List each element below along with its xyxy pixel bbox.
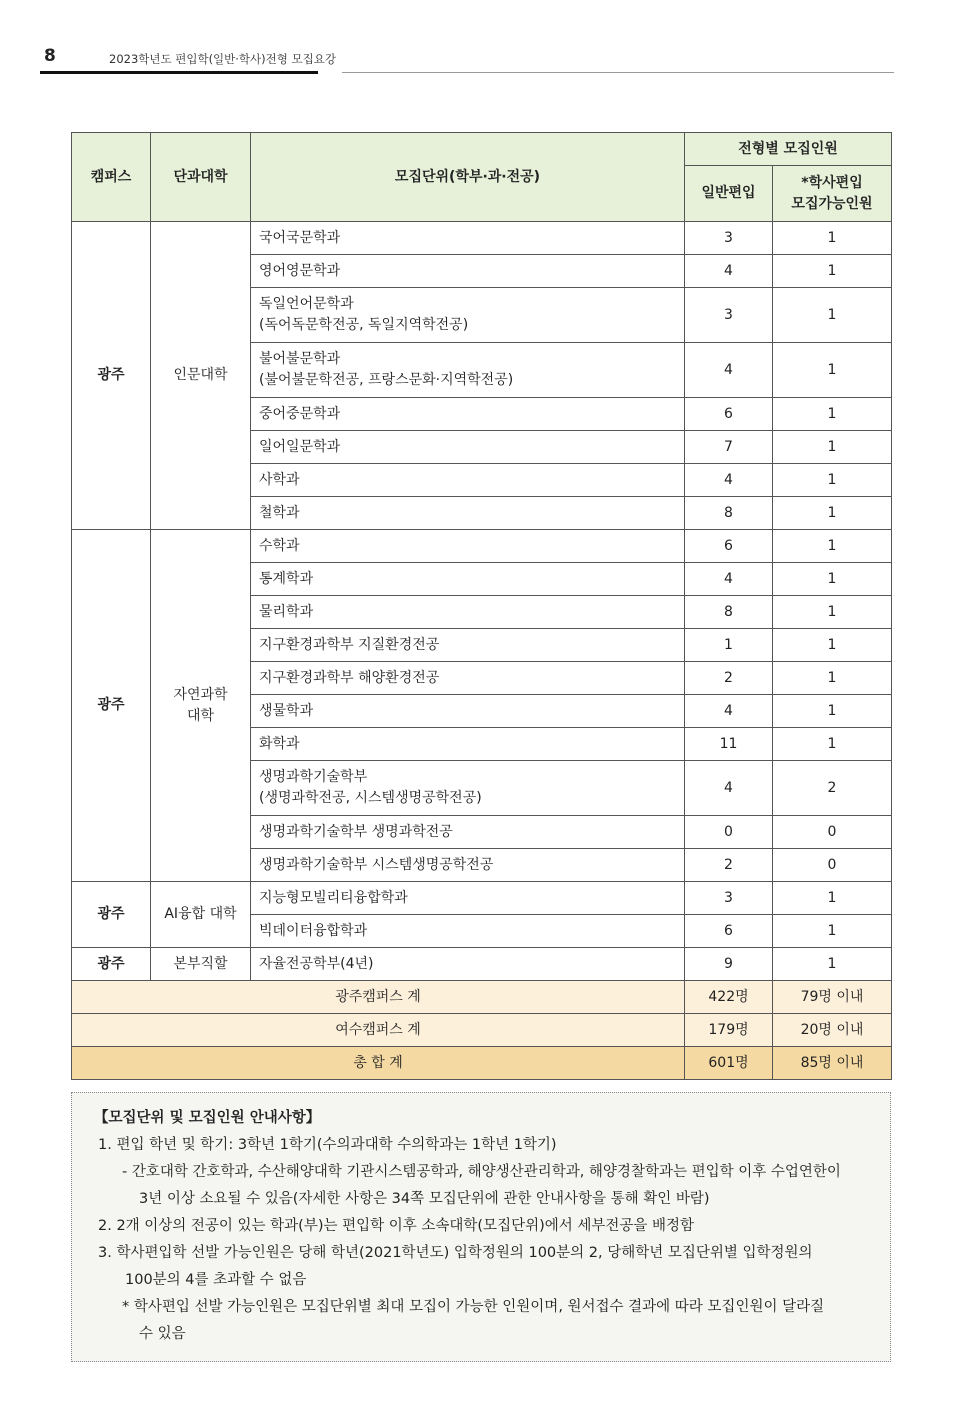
unit-cell [251, 849, 685, 882]
table-row [72, 882, 892, 915]
general-quota-cell: 4 [685, 343, 773, 398]
college-cell [151, 222, 251, 530]
page-header [0, 0, 966, 80]
bachelor-quota-cell: 1 [773, 530, 892, 563]
total-row [72, 981, 892, 1014]
unit-cell [251, 915, 685, 948]
general-quota-cell: 6 [685, 530, 773, 563]
bachelor-quota-cell: 1 [773, 497, 892, 530]
unit-line: 중어중문학과 [259, 405, 341, 422]
total-general: 422명 [685, 981, 773, 1014]
general-quota-cell: 3 [685, 882, 773, 915]
general-quota-cell: 4 [685, 761, 773, 816]
header-general: 일반편입 [685, 166, 773, 222]
unit-cell [251, 728, 685, 761]
unit-line: 물리학과 [259, 603, 314, 620]
unit-cell [251, 882, 685, 915]
unit-line: (독어독문학전공, 독일지역학전공) [259, 317, 469, 333]
general-quota-cell: 4 [685, 563, 773, 596]
total-row [72, 1047, 892, 1080]
unit-line: 빅데이터융합학과 [259, 922, 368, 939]
unit-cell [251, 497, 685, 530]
college-cell [151, 882, 251, 948]
total-label: 여수캠퍼스 계 [72, 1014, 685, 1047]
unit-line: 국어국문학과 [259, 229, 341, 246]
notice-box [71, 1092, 891, 1362]
recruitment-table [71, 132, 892, 1080]
college-cell [151, 948, 251, 981]
campus-cell: 광주 [72, 882, 151, 948]
unit-cell [251, 255, 685, 288]
bachelor-quota-cell: 1 [773, 398, 892, 431]
bachelor-quota-cell: 1 [773, 222, 892, 255]
notice-lines [88, 1132, 874, 1348]
general-quota-cell: 4 [685, 255, 773, 288]
header-bachelor-line2: 모집가능인원 [791, 195, 873, 212]
unit-cell [251, 563, 685, 596]
unit-line: 통계학과 [259, 570, 314, 587]
unit-line: 수학과 [259, 537, 300, 554]
unit-line: 지구환경과학부 해양환경전공 [259, 669, 440, 686]
unit-line: 생명과학기술학부 [259, 769, 368, 785]
total-bachelor: 85명 이내 [773, 1047, 892, 1080]
bachelor-quota-cell: 1 [773, 563, 892, 596]
general-quota-cell: 4 [685, 695, 773, 728]
header-college: 단과대학 [151, 133, 251, 222]
unit-line: 일어일문학과 [259, 438, 341, 455]
unit-cell [251, 222, 685, 255]
unit-line: 생명과학기술학부 시스템생명공학전공 [259, 856, 494, 873]
total-bachelor: 79명 이내 [773, 981, 892, 1014]
college-cell [151, 530, 251, 882]
unit-line: 지구환경과학부 지질환경전공 [259, 636, 440, 653]
bachelor-quota-cell: 1 [773, 728, 892, 761]
table-row [72, 222, 892, 255]
college-line: 자연과학 [173, 686, 228, 703]
unit-line: 불어불문학과 [259, 351, 341, 367]
page-number: 8 [44, 46, 56, 66]
header-bachelor-line1: *학사편입 [801, 174, 863, 191]
notice-line: * 학사편입 선발 가능인원은 모집단위별 최대 모집이 가능한 인원이며, 원서접수 결과에 따라 모집인원이 달라질 [122, 1299, 825, 1315]
unit-cell [251, 761, 685, 816]
unit-cell [251, 948, 685, 981]
header-unit: 모집단위(학부·과·전공) [251, 133, 685, 222]
header-bachelor [773, 166, 892, 222]
table-row [72, 530, 892, 563]
unit-cell [251, 596, 685, 629]
bachelor-quota-cell: 1 [773, 882, 892, 915]
bachelor-quota-cell: 1 [773, 695, 892, 728]
unit-line: (불어불문학전공, 프랑스문화·지역학전공) [259, 372, 514, 388]
unit-cell [251, 629, 685, 662]
notice-line: 1. 편입 학년 및 학기: 3학년 1학기(수의과대학 수의학과는 1학년 1학기) [98, 1137, 557, 1153]
total-label: 광주캠퍼스 계 [72, 981, 685, 1014]
general-quota-cell: 0 [685, 816, 773, 849]
general-quota-cell: 9 [685, 948, 773, 981]
total-general: 179명 [685, 1014, 773, 1047]
unit-line: 독일언어문학과 [259, 296, 354, 312]
college-line: 대학 [186, 707, 215, 724]
notice-line: 100분의 4를 초과할 수 없음 [125, 1272, 307, 1288]
notice-line: 3년 이상 소요될 수 있음(자세한 사항은 34쪽 모집단위에 관한 안내사항을 통해 확인 바람) [139, 1191, 710, 1207]
general-quota-cell: 4 [685, 464, 773, 497]
unit-line: 영어영문학과 [259, 262, 341, 279]
unit-cell [251, 464, 685, 497]
general-quota-cell: 7 [685, 431, 773, 464]
bachelor-quota-cell: 1 [773, 948, 892, 981]
bachelor-quota-cell: 1 [773, 255, 892, 288]
bachelor-quota-cell: 1 [773, 596, 892, 629]
total-label: 총 합 계 [72, 1047, 685, 1080]
unit-line: 생명과학기술학부 생명과학전공 [259, 823, 453, 840]
college-line: 인문대학 [173, 367, 228, 383]
unit-cell [251, 530, 685, 563]
total-bachelor: 20명 이내 [773, 1014, 892, 1047]
document-title: 2023학년도 편입학(일반·학사)전형 모집요강 [109, 52, 336, 66]
bachelor-quota-cell: 1 [773, 662, 892, 695]
header-campus: 캠퍼스 [72, 133, 151, 222]
unit-line: 철학과 [259, 504, 300, 521]
general-quota-cell: 1 [685, 629, 773, 662]
notice-line: 3. 학사편입학 선발 가능인원은 당해 학년(2021학년도) 입학정원의 100분의 2, 당해학년 모집단위별 입학정원의 [98, 1245, 813, 1261]
bachelor-quota-cell: 1 [773, 915, 892, 948]
college-line: AI융합 대학 [164, 906, 237, 922]
bachelor-quota-cell: 0 [773, 849, 892, 882]
unit-line: 사학과 [259, 471, 300, 488]
general-quota-cell: 2 [685, 849, 773, 882]
unit-line: 자율전공학부(4년) [259, 955, 374, 972]
unit-cell [251, 398, 685, 431]
general-quota-cell: 11 [685, 728, 773, 761]
general-quota-cell: 3 [685, 222, 773, 255]
header-rule-thin [342, 72, 894, 73]
bachelor-quota-cell: 1 [773, 464, 892, 497]
unit-line: 지능형모빌리티융합학과 [259, 889, 408, 906]
general-quota-cell: 8 [685, 596, 773, 629]
bachelor-quota-cell: 1 [773, 431, 892, 464]
unit-cell [251, 662, 685, 695]
header-quota-group: 전형별 모집인원 [685, 133, 892, 166]
notice-line: - 간호대학 간호학과, 수산해양대학 기관시스템공학과, 해양생산관리학과, 해양경찰학과는 편입학 이후 수업연한이 [122, 1164, 841, 1180]
unit-cell [251, 288, 685, 343]
unit-cell [251, 431, 685, 464]
general-quota-cell: 6 [685, 398, 773, 431]
unit-line: 화학과 [259, 735, 300, 752]
total-row [72, 1014, 892, 1047]
table-row [72, 948, 892, 981]
campus-cell: 광주 [72, 948, 151, 981]
campus-cell: 광주 [72, 530, 151, 882]
general-quota-cell: 3 [685, 288, 773, 343]
bachelor-quota-cell: 1 [773, 288, 892, 343]
bachelor-quota-cell: 2 [773, 761, 892, 816]
unit-cell [251, 816, 685, 849]
notice-line: 2. 2개 이상의 전공이 있는 학과(부)는 편입학 이후 소속대학(모집단위)에서 세부전공을 배정함 [98, 1218, 695, 1234]
total-general: 601명 [685, 1047, 773, 1080]
general-quota-cell: 6 [685, 915, 773, 948]
unit-line: 생물학과 [259, 702, 314, 719]
notice-line: 수 있음 [139, 1326, 186, 1342]
table-body [72, 222, 892, 1080]
notice-title: 【모집단위 및 모집인원 안내사항】 [94, 1110, 321, 1126]
general-quota-cell: 2 [685, 662, 773, 695]
header-rule-thick [40, 71, 318, 74]
college-line: 본부직할 [173, 955, 228, 972]
unit-line: (생명과학전공, 시스템생명공학전공) [259, 790, 482, 806]
unit-cell [251, 695, 685, 728]
bachelor-quota-cell: 1 [773, 629, 892, 662]
general-quota-cell: 8 [685, 497, 773, 530]
unit-cell [251, 343, 685, 398]
bachelor-quota-cell: 1 [773, 343, 892, 398]
bachelor-quota-cell: 0 [773, 816, 892, 849]
campus-cell: 광주 [72, 222, 151, 530]
